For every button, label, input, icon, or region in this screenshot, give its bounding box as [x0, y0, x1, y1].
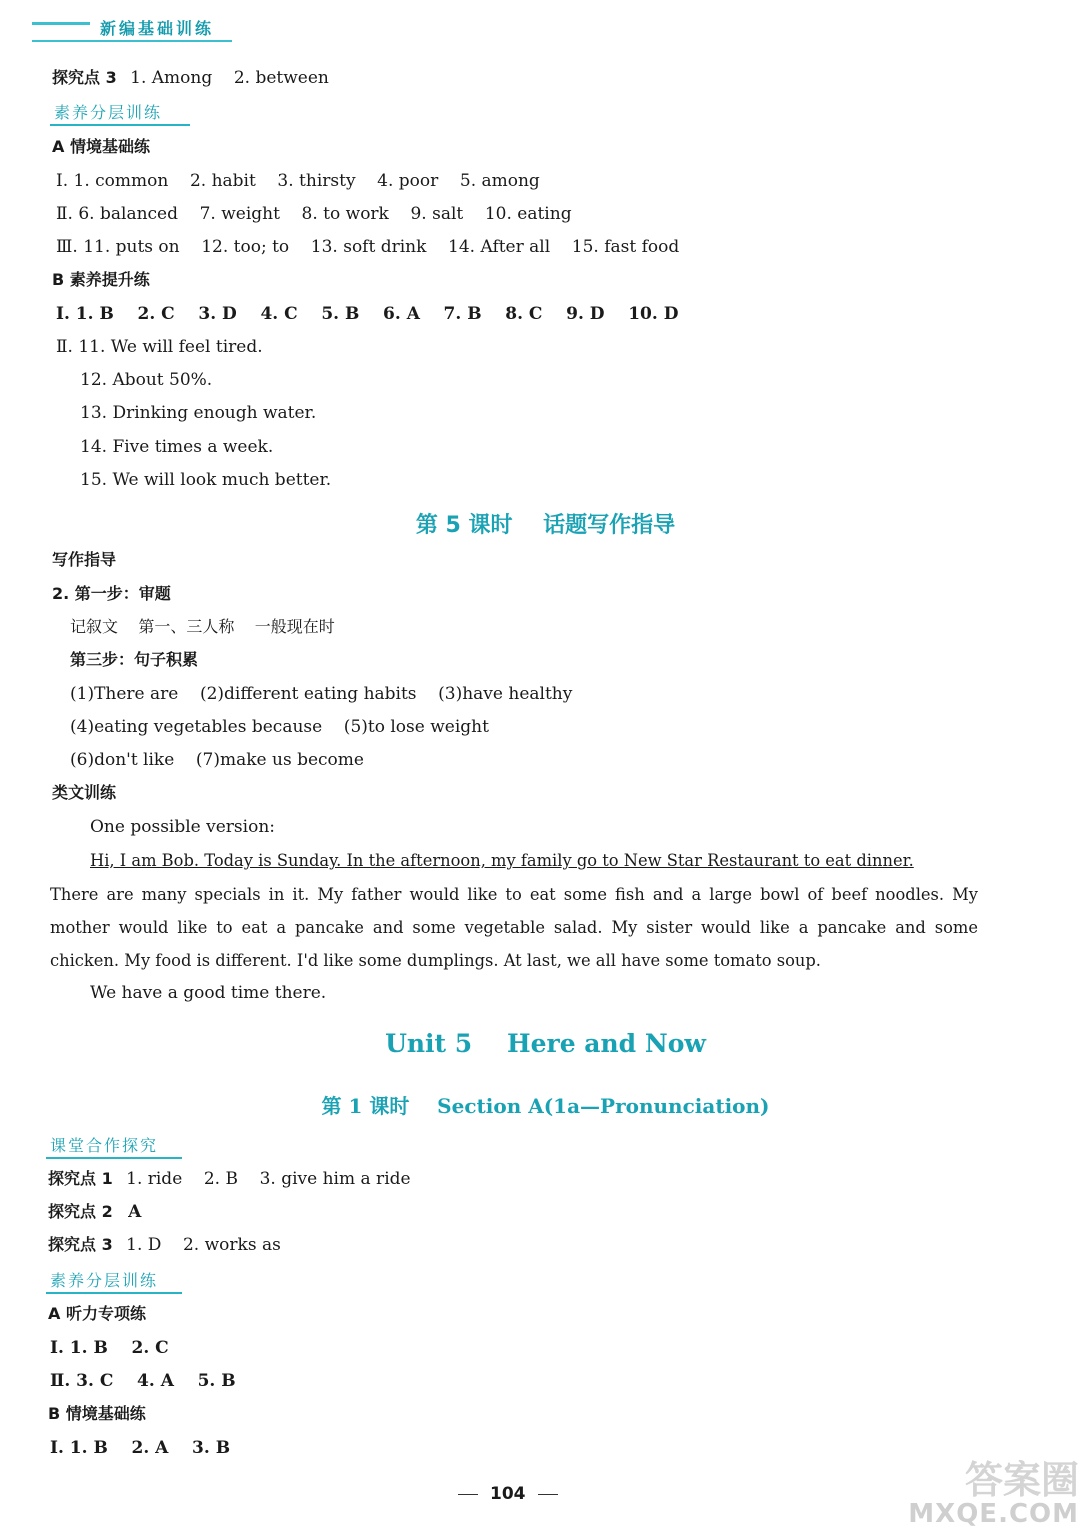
unit-title: Unit 5 Here and Now: [385, 1029, 706, 1058]
explore-label: 探究点 3: [52, 68, 117, 87]
explore-answers: A: [128, 1202, 142, 1222]
section-underline: [46, 1157, 182, 1159]
subheading-b: B 素养提升练: [52, 270, 150, 289]
step-heading: 2. 第一步：审题: [52, 584, 171, 603]
essay-body: There are many specials in it. My father would like to eat some fish and a large bowl of beef noodles. My mother would like to eat a pancake and some vegetable salad. My sister would like a pancake and some chicken. My food is different. I'd like some dumplings. At last, we all have some tomato soup.: [50, 885, 978, 970]
sentence-row: (1)There are (2)different eating habits (3)have healthy: [70, 684, 573, 704]
subheading-b: B 情境基础练: [48, 1404, 146, 1423]
step-content: 记叙文 第一、三人称 一般现在时: [70, 617, 335, 636]
explore-answers: 1. D 2. works as: [126, 1235, 281, 1255]
answer-row: Ⅰ. 1. B 2. C: [50, 1338, 169, 1358]
step-heading: 第三步：句子积累: [70, 650, 199, 669]
lesson-title: 第 1 课时 Section A(1a—Pronunciation): [321, 1094, 770, 1118]
page-number-dash-left: [458, 1494, 478, 1495]
explore-point-2: [48, 1200, 141, 1224]
answer-row: Ⅱ. 11. We will feel tired.: [56, 337, 263, 357]
answer-row: 14. Five times a week.: [80, 437, 274, 457]
section-underline: [50, 124, 190, 126]
answer-row: Ⅱ. 6. balanced 7. weight 8. to work 9. salt 10. eating: [56, 204, 572, 224]
explore-answers: 1. Among 2. between: [130, 68, 329, 88]
explore-point-1: [48, 1167, 411, 1191]
sentence-row: (4)eating vegetables because (5)to lose weight: [70, 717, 489, 737]
section-underline: [46, 1292, 182, 1294]
similar-training-heading: 类文训练: [52, 783, 117, 802]
subheading-a: A 听力专项练: [48, 1304, 146, 1323]
explore-answers: 1. ride 2. B 3. give him a ride: [126, 1169, 411, 1189]
explore-label: 探究点 2: [48, 1202, 113, 1221]
answer-row: 13. Drinking enough water.: [80, 403, 317, 423]
watermark-text: 答案圈: [964, 1458, 1079, 1502]
answer-row: Ⅲ. 11. puts on 12. too; to 13. soft drink 14. After all 15. fast food: [56, 237, 680, 257]
watermark-url: MXQE.COM: [908, 1499, 1079, 1529]
answer-row: Ⅰ. 1. B 2. A 3. B: [50, 1438, 231, 1458]
section-heading-layered: 素养分层训练: [54, 103, 163, 122]
answer-row: Ⅰ. 1. B 2. C 3. D 4. C 5. B 6. A 7. B 8. C 9. D 10. D: [56, 304, 679, 324]
watermark-logo: [908, 1460, 1079, 1528]
answer-row: 15. We will look much better.: [80, 470, 332, 490]
explore-point-3: [48, 1233, 281, 1257]
header-bar-bottom: [32, 40, 232, 42]
explore-label: 探究点 1: [48, 1169, 113, 1188]
page-number-dash-right: [538, 1494, 558, 1495]
essay-closing: We have a good time there.: [90, 983, 327, 1003]
essay-first-line: Hi, I am Bob. Today is Sunday. In the afternoon, my family go to New Star Restaurant to eat dinner.: [90, 851, 914, 870]
header-title: 新编基础训练: [100, 19, 215, 38]
explore-label: 探究点 3: [48, 1235, 113, 1254]
page-number: 104: [490, 1484, 526, 1504]
writing-guide-heading: 写作指导: [52, 550, 117, 569]
lesson-title: 第 5 课时 话题写作指导: [415, 513, 676, 538]
section-heading-coop: 课堂合作探究: [50, 1136, 159, 1155]
answer-row: Ⅰ. 1. common 2. habit 3. thirsty 4. poor 5. among: [56, 171, 540, 191]
answer-row: 12. About 50%.: [80, 370, 213, 390]
header-bar-top: [32, 22, 90, 25]
explore-point-3: [52, 66, 329, 90]
sentence-row: (6)don't like (7)make us become: [70, 750, 364, 770]
answer-row: Ⅱ. 3. C 4. A 5. B: [50, 1371, 236, 1391]
section-heading-layered: 素养分层训练: [50, 1271, 159, 1290]
essay-intro: One possible version:: [90, 817, 275, 837]
subheading-a: A 情境基础练: [52, 137, 150, 156]
